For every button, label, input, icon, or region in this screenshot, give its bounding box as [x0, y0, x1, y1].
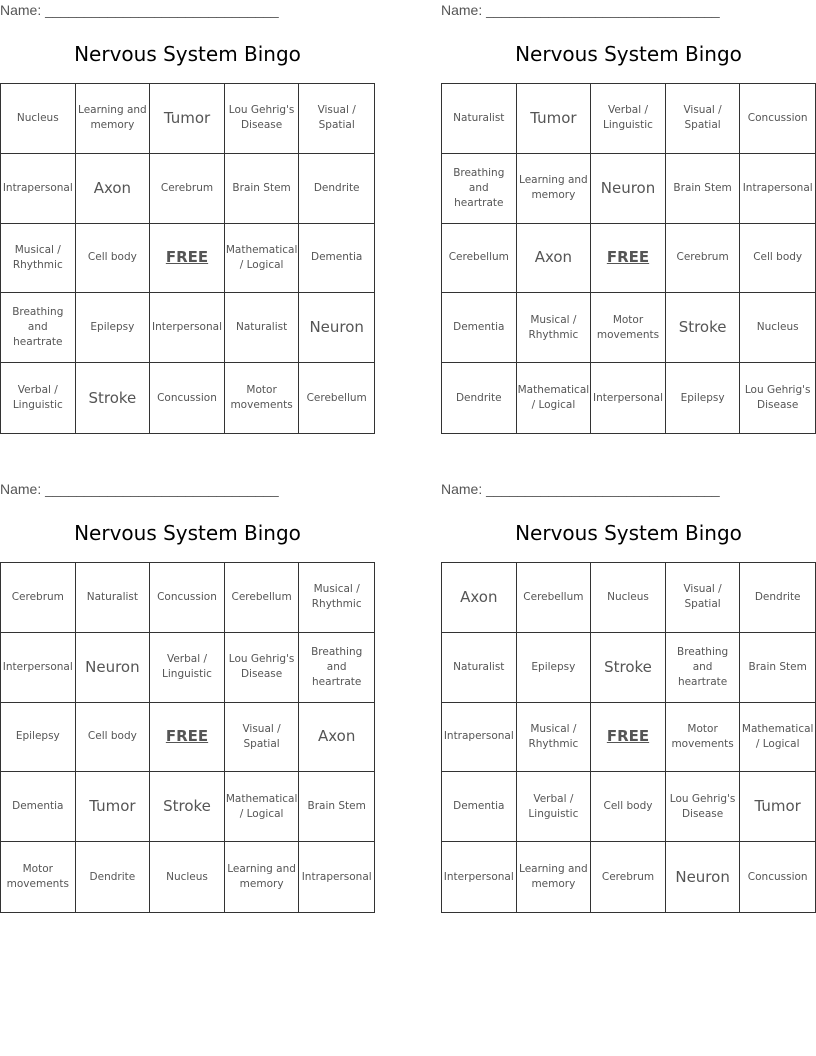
bingo-cell: Nucleus	[740, 293, 815, 363]
bingo-cell: Verbal / Linguistic	[1, 363, 76, 433]
bingo-cell: Nucleus	[150, 842, 225, 912]
bingo-cell: Lou Gehrig's Disease	[225, 84, 300, 154]
card-title: Nervous System Bingo	[74, 521, 301, 545]
bingo-cell: Interpersonal	[591, 363, 666, 433]
free-cell: FREE	[591, 703, 666, 773]
bingo-cell: Breathing and heartrate	[666, 633, 741, 703]
bingo-cell: Epilepsy	[666, 363, 741, 433]
bingo-cell: Tumor	[76, 772, 151, 842]
card-title: Nervous System Bingo	[515, 521, 742, 545]
bingo-cell: Nucleus	[1, 84, 76, 154]
bingo-cell: Musical / Rhythmic	[1, 224, 76, 294]
name-line: Name: ______________________________	[441, 2, 720, 18]
bingo-cell: Learning and memory	[517, 842, 592, 912]
bingo-card-4	[441, 479, 816, 919]
bingo-grid	[441, 83, 816, 434]
bingo-cell: Motor movements	[591, 293, 666, 363]
bingo-cell: Dementia	[442, 293, 517, 363]
free-cell: FREE	[591, 224, 666, 294]
bingo-cell: Concussion	[150, 563, 225, 633]
bingo-cell: Cell body	[76, 224, 151, 294]
bingo-cell: Verbal / Linguistic	[150, 633, 225, 703]
card-title: Nervous System Bingo	[74, 42, 301, 66]
bingo-card-1	[0, 0, 375, 440]
bingo-cell: Lou Gehrig's Disease	[744, 384, 811, 412]
bingo-cell: Stroke	[591, 633, 666, 703]
bingo-cell: Interpersonal	[1, 633, 76, 703]
bingo-grid	[0, 83, 375, 434]
bingo-cell: Breathing and heartrate	[1, 293, 76, 363]
bingo-cell: Lou Gehrig's Disease	[225, 633, 300, 703]
bingo-cell: Breathing and heartrate	[299, 633, 374, 703]
bingo-cell: Brain Stem	[666, 154, 741, 224]
bingo-cell: Mathematical / Logical	[517, 363, 592, 433]
bingo-cell: Musical / Rhythmic	[299, 563, 374, 633]
bingo-cell: Naturalist	[225, 293, 300, 363]
bingo-cell: Tumor	[150, 84, 225, 154]
bingo-cell: Intrapersonal	[1, 154, 76, 224]
bingo-cell: Intrapersonal	[740, 154, 815, 224]
bingo-cell: Motor movements	[225, 363, 300, 433]
bingo-cell: Interpersonal	[150, 293, 225, 363]
bingo-cell: Brain Stem	[225, 154, 300, 224]
bingo-cell: Brain Stem	[299, 772, 374, 842]
bingo-cell: Dendrite	[76, 842, 151, 912]
name-line: Name: ______________________________	[0, 2, 279, 18]
bingo-cell: Cerebrum	[1, 563, 76, 633]
bingo-cell: Dementia	[299, 224, 374, 294]
bingo-cell: Musical / Rhythmic	[517, 703, 592, 773]
bingo-cell: Axon	[76, 154, 151, 224]
bingo-cell: Learning and memory	[225, 842, 300, 912]
bingo-cell: Epilepsy	[517, 633, 592, 703]
bingo-cell: Visual / Spatial	[299, 84, 374, 154]
bingo-cell: Brain Stem	[740, 633, 815, 703]
bingo-cell: Mathematical / Logical	[225, 224, 300, 294]
card-title: Nervous System Bingo	[515, 42, 742, 66]
bingo-cell: Motor movements	[1, 842, 76, 912]
bingo-cell: Axon	[442, 563, 517, 633]
bingo-cell: Axon	[299, 703, 374, 773]
bingo-card-3	[0, 479, 375, 919]
bingo-cell: Learning and memory	[517, 154, 592, 224]
bingo-cell: Concussion	[740, 84, 815, 154]
bingo-cell: Verbal / Linguistic	[517, 772, 592, 842]
bingo-cell: Verbal / Linguistic	[591, 84, 666, 154]
bingo-cell: Dendrite	[299, 154, 374, 224]
bingo-cell: Dendrite	[442, 363, 517, 433]
bingo-card-2	[441, 0, 816, 440]
name-line: Name: ______________________________	[441, 481, 720, 497]
bingo-cell: Breathing and heartrate	[442, 154, 517, 224]
bingo-cell: Dementia	[442, 772, 517, 842]
bingo-cell: Cerebellum	[517, 563, 592, 633]
bingo-cell: Mathematical / Logical	[225, 772, 300, 842]
bingo-cell: Stroke	[150, 772, 225, 842]
bingo-cell: Interpersonal	[442, 842, 517, 912]
free-cell: FREE	[150, 224, 225, 294]
bingo-cell: Epilepsy	[1, 703, 76, 773]
bingo-cell: Mathematical / Logical	[740, 703, 815, 773]
bingo-cell: Concussion	[150, 363, 225, 433]
bingo-cell: Cerebellum	[225, 563, 300, 633]
bingo-cell: Stroke	[666, 293, 741, 363]
bingo-cell: Cerebellum	[306, 391, 367, 404]
bingo-cell: Naturalist	[442, 84, 517, 154]
bingo-cell: Lou Gehrig's Disease	[666, 772, 741, 842]
bingo-cell: Cell body	[740, 224, 815, 294]
bingo-cell: Cerebrum	[150, 154, 225, 224]
bingo-cell: Axon	[517, 224, 592, 294]
bingo-cell: Learning and memory	[76, 84, 151, 154]
bingo-cell: Stroke	[76, 363, 151, 433]
bingo-cell: Neuron	[591, 154, 666, 224]
bingo-cell: Intrapersonal	[442, 703, 517, 773]
bingo-cell: Nucleus	[591, 563, 666, 633]
bingo-cell: Cell body	[76, 703, 151, 773]
bingo-cell: Naturalist	[76, 563, 151, 633]
bingo-grid	[441, 562, 816, 913]
bingo-grid	[0, 562, 375, 913]
bingo-cell: Dementia	[1, 772, 76, 842]
bingo-cell: Tumor	[740, 772, 815, 842]
bingo-cell: Visual / Spatial	[225, 703, 300, 773]
bingo-cell: Tumor	[517, 84, 592, 154]
bingo-cell: Epilepsy	[76, 293, 151, 363]
bingo-cell: Neuron	[76, 633, 151, 703]
free-cell: FREE	[150, 703, 225, 773]
bingo-cell: Cerebellum	[442, 224, 517, 294]
bingo-cell: Motor movements	[666, 703, 741, 773]
bingo-cell: Cell body	[591, 772, 666, 842]
bingo-cell: Intrapersonal	[301, 870, 372, 883]
bingo-cell: Neuron	[666, 842, 741, 912]
bingo-cell: Cerebrum	[591, 842, 666, 912]
bingo-cell: Naturalist	[442, 633, 517, 703]
name-line: Name: ______________________________	[0, 481, 279, 497]
bingo-cell: Visual / Spatial	[666, 84, 741, 154]
bingo-cell: Cerebrum	[666, 224, 741, 294]
bingo-cell: Dendrite	[740, 563, 815, 633]
bingo-cell: Visual / Spatial	[666, 563, 741, 633]
bingo-cell: Musical / Rhythmic	[517, 293, 592, 363]
bingo-cell: Concussion	[747, 870, 808, 883]
bingo-cell: Neuron	[299, 293, 374, 363]
